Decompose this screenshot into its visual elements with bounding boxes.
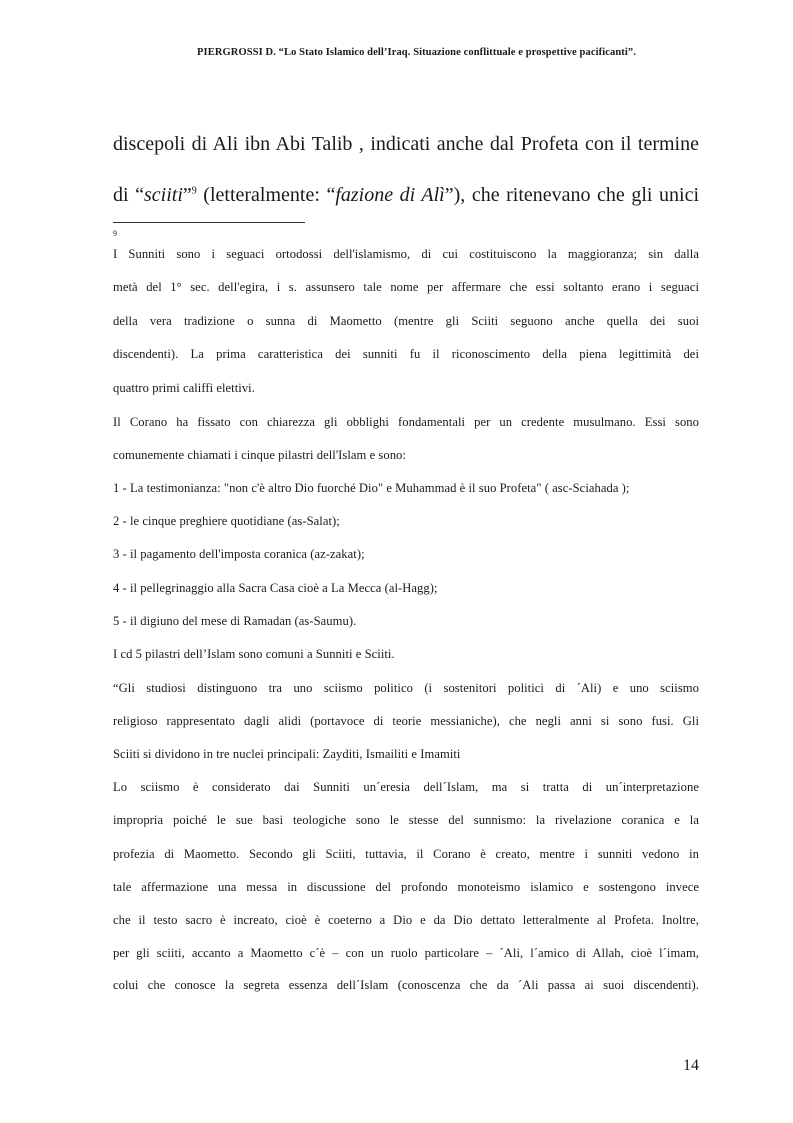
footnote-line: Il Corano ha fissato con chiarezza gli obblighi fondamentali per un credente musulmano. Essi sono (113, 415, 699, 429)
body-text: (letteralmente: “ (196, 184, 336, 206)
footnote-line: tale affermazione una messa in discussione del profondo monoteismo islamico e sostengono invece (113, 880, 699, 894)
footnote-line: comunemente chiamati i cinque pilastri dell'Islam e sono: (113, 448, 406, 462)
footnote-line: “Gli studiosi distinguono tra uno sciismo politico (i sostenitori politici di ´Ali) e uno sciismo (113, 681, 699, 695)
running-header: PIERGROSSI D. “Lo Stato Islamico dell’Iraq. Situazione conflittuale e prospettive pacificanti”. (197, 47, 636, 58)
footnote-line: colui che conosce la segreta essenza dell´Islam (conoscenza che da ´Ali passa ai suoi discendenti). (113, 978, 699, 992)
footnote-line: 4 - il pellegrinaggio alla Sacra Casa cioè a La Mecca (al-Hagg); (113, 581, 438, 595)
footnote-line: della vera tradizione o sunna di Maometto (mentre gli Sciiti seguono anche quella dei suoi (113, 314, 699, 328)
footnote-number: 9 (113, 229, 117, 238)
body-text: ”), che ritenevano che gli unici (444, 184, 699, 206)
footnote-line: metà del 1° sec. dell'egira, i s. assunsero tale nome per affermare che essi soltanto erano i seguaci (113, 280, 699, 294)
italic-term: fazione di Alì (335, 184, 445, 206)
footnote-reference[interactable]: 9 (191, 185, 197, 197)
footnote-line: 5 - il digiuno del mese di Ramadan (as-Saumu). (113, 614, 357, 628)
footnote-line: 1 - La testimonianza: "non c'è altro Dio fuorché Dio" e Muhammad è il suo Profeta" ( asc-Sciahada ); (113, 481, 630, 495)
footnote-line: per gli sciiti, accanto a Maometto c´è – con un ruolo particolare – ´Ali, l´amico di Allah, cioè l´imam, (113, 946, 699, 960)
footnote-line: che il testo sacro è increato, cioè è coeterno a Dio e da Dio dettato letteralmente al Profeta. Inoltre, (113, 913, 699, 927)
footnote-line: I cd 5 pilastri dell’Islam sono comuni a Sunniti e Sciiti. (113, 647, 395, 661)
footnote-line: 2 - le cinque preghiere quotidiane (as-Salat); (113, 514, 340, 528)
italic-term: sciiti (143, 184, 183, 206)
body-text: di “ (113, 184, 144, 206)
footnote-line: I Sunniti sono i seguaci ortodossi dell'islamismo, di cui costituiscono la maggioranza; sin dalla (113, 247, 699, 261)
footnote-line: discendenti). La prima caratteristica dei sunniti fu il riconoscimento della piena legittimità dei (113, 347, 699, 361)
footnote-line: profezia di Maometto. Secondo gli Sciiti, tuttavia, il Corano è creato, mentre i sunniti vedono in (113, 847, 699, 861)
footnote-separator (113, 222, 305, 223)
body-line-2 (113, 183, 699, 207)
footnote-line: quattro primi califfi elettivi. (113, 381, 255, 395)
footnote-line: 3 - il pagamento dell'imposta coranica (az-zakat); (113, 547, 365, 561)
page-number: 14 (683, 1057, 699, 1074)
body-line-1: discepoli di Ali ibn Abi Talib , indicati anche dal Profeta con il termine (113, 133, 699, 155)
footnote-line: Sciiti si dividono in tre nuclei principali: Zayditi, Ismailiti e Imamiti (113, 747, 461, 761)
footnote-line: impropria poiché le sue basi teologiche sono le stesse del sunnismo: la rivelazione coranica e la (113, 813, 699, 827)
footnote-line: Lo sciismo è considerato dai Sunniti un´eresia dell´Islam, ma si tratta di un´interpretazione (113, 780, 699, 794)
body-text: ” (182, 184, 192, 206)
footnote-line: religioso rappresentato dagli alidi (portavoce di teorie messianiche), che negli anni si sono fusi. Gli (113, 714, 699, 728)
